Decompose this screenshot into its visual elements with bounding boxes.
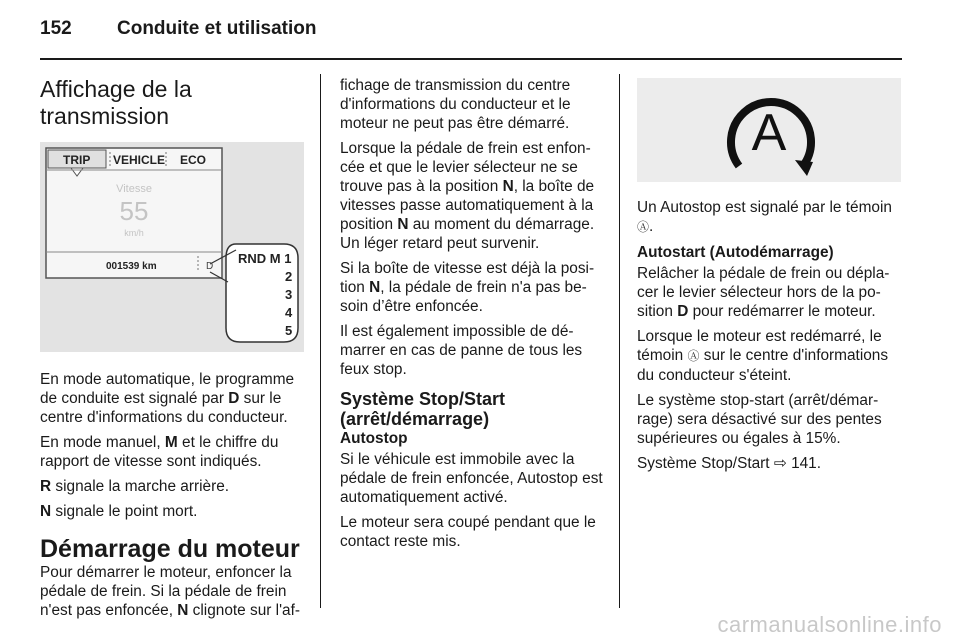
paragraph-indicator-off: Lorsque le moteur est redémarré, le témoin Ⓐ sur le centre d'informations du conducteur s'éteint. — [637, 328, 889, 384]
subheading-autostart: Autostart (Autodémarrage) — [637, 244, 834, 261]
cross-reference[interactable]: Système Stop/Start ⇨ 141. — [637, 455, 822, 472]
header-rule — [40, 58, 902, 60]
gear-row: RND M 1 — [238, 251, 292, 266]
speed-value: 55 — [119, 196, 149, 226]
tab-vehicle: VEHICLE — [113, 153, 166, 167]
cluster-display-illustration — [40, 142, 304, 352]
watermark: carmanualsonline.info — [717, 612, 942, 637]
heading-engine-start: Démarrage du moteur — [40, 535, 300, 563]
autostop-symbol-figure — [637, 78, 901, 182]
page-number: 152 — [40, 18, 72, 39]
heading-transmission-display: Affichage de la transmission — [40, 76, 192, 129]
gear-3: 3 — [285, 287, 293, 302]
column-1 — [40, 76, 304, 626]
paragraph-already-neutral: Si la boîte de vitesse est déjà la posi-tion N, la pédale de frein n'a pas be-soin d’être enfoncée. — [340, 260, 595, 315]
column-divider-2 — [619, 74, 620, 608]
column-2 — [340, 76, 604, 557]
paragraph-neutral: N signale le point mort. — [40, 503, 198, 520]
speed-unit: km/h — [124, 228, 144, 238]
column-divider-1 — [320, 74, 321, 608]
page-reference-arrow-icon: ⇨ — [773, 455, 787, 472]
odometer: 001539 km — [106, 261, 157, 272]
paragraph-reverse: R signale la marche arrière. — [40, 478, 230, 495]
paragraph-brake-pressed: Lorsque la pédale de frein est enfon-cée et que le levier sélecteur ne se trouve pas à la position N, la boîte de vitesses passe automatiquement à la position N au moment du démarrage. Un léger retard peut survenir. — [340, 140, 595, 252]
transmission-display-figure — [40, 142, 304, 352]
tab-eco: ECO — [180, 153, 207, 167]
paragraph-brake-lights: Il est également impossible de dé-marrer en cas de panne de tous les feux stop. — [340, 323, 583, 378]
paragraph-manual-mode: En mode manuel, M et le chiffre du rapport de vitesse sont indiqués. — [40, 434, 279, 470]
paragraph-autostart: Relâcher la pédale de frein ou dépla-cer le levier sélecteur hors de la po-sition D pour redémarrer le moteur. — [637, 265, 890, 320]
autostop-icon — [709, 82, 829, 178]
section-title: Conduite et utilisation — [117, 18, 317, 39]
paragraph-slope-deactivation: Le système stop-start (arrêt/démar-rage) sera désactivé sur des pentes supérieures ou égales à 15%. — [637, 392, 882, 447]
paragraph-engine-start: Pour démarrer le moteur, enfoncer la pédale de frein. Si la pédale de frein n'est pas enfoncée, N clignote sur l'af- — [40, 564, 300, 619]
column-3 — [637, 76, 901, 479]
autostop-indicator-icon: Ⓐ — [687, 349, 700, 363]
speed-label: Vitesse — [116, 183, 152, 195]
paragraph-engine-off: Le moteur sera coupé pendant que le contact reste mis. — [340, 514, 596, 550]
gear-2: 2 — [285, 269, 293, 284]
heading-stop-start-system: Système Stop/Start (arrêt/démarrage) — [340, 389, 506, 429]
autostop-indicator-icon: Ⓐ — [637, 220, 650, 234]
paragraph-automatic-mode: En mode automatique, le programme de conduite est signalé par D sur le centre d'informations du conducteur. — [40, 371, 295, 426]
gear-5: 5 — [285, 323, 293, 338]
autostop-icon-letter: A — [751, 104, 787, 162]
subheading-autostop: Autostop — [340, 430, 408, 447]
gear-4: 4 — [285, 305, 293, 320]
paragraph-autostop-indicator: Un Autostop est signalé par le témoin Ⓐ. — [637, 199, 892, 235]
paragraph-continued: fichage de transmission du centre d'informations du conducteur et le moteur ne peut pas être démarré. — [340, 77, 571, 132]
gear-indicator: D — [206, 261, 214, 272]
tab-trip: TRIP — [63, 153, 91, 167]
paragraph-autostop: Si le véhicule est immobile avec la pédale de frein enfoncée, Autostop est automatiquement activé. — [340, 451, 603, 506]
